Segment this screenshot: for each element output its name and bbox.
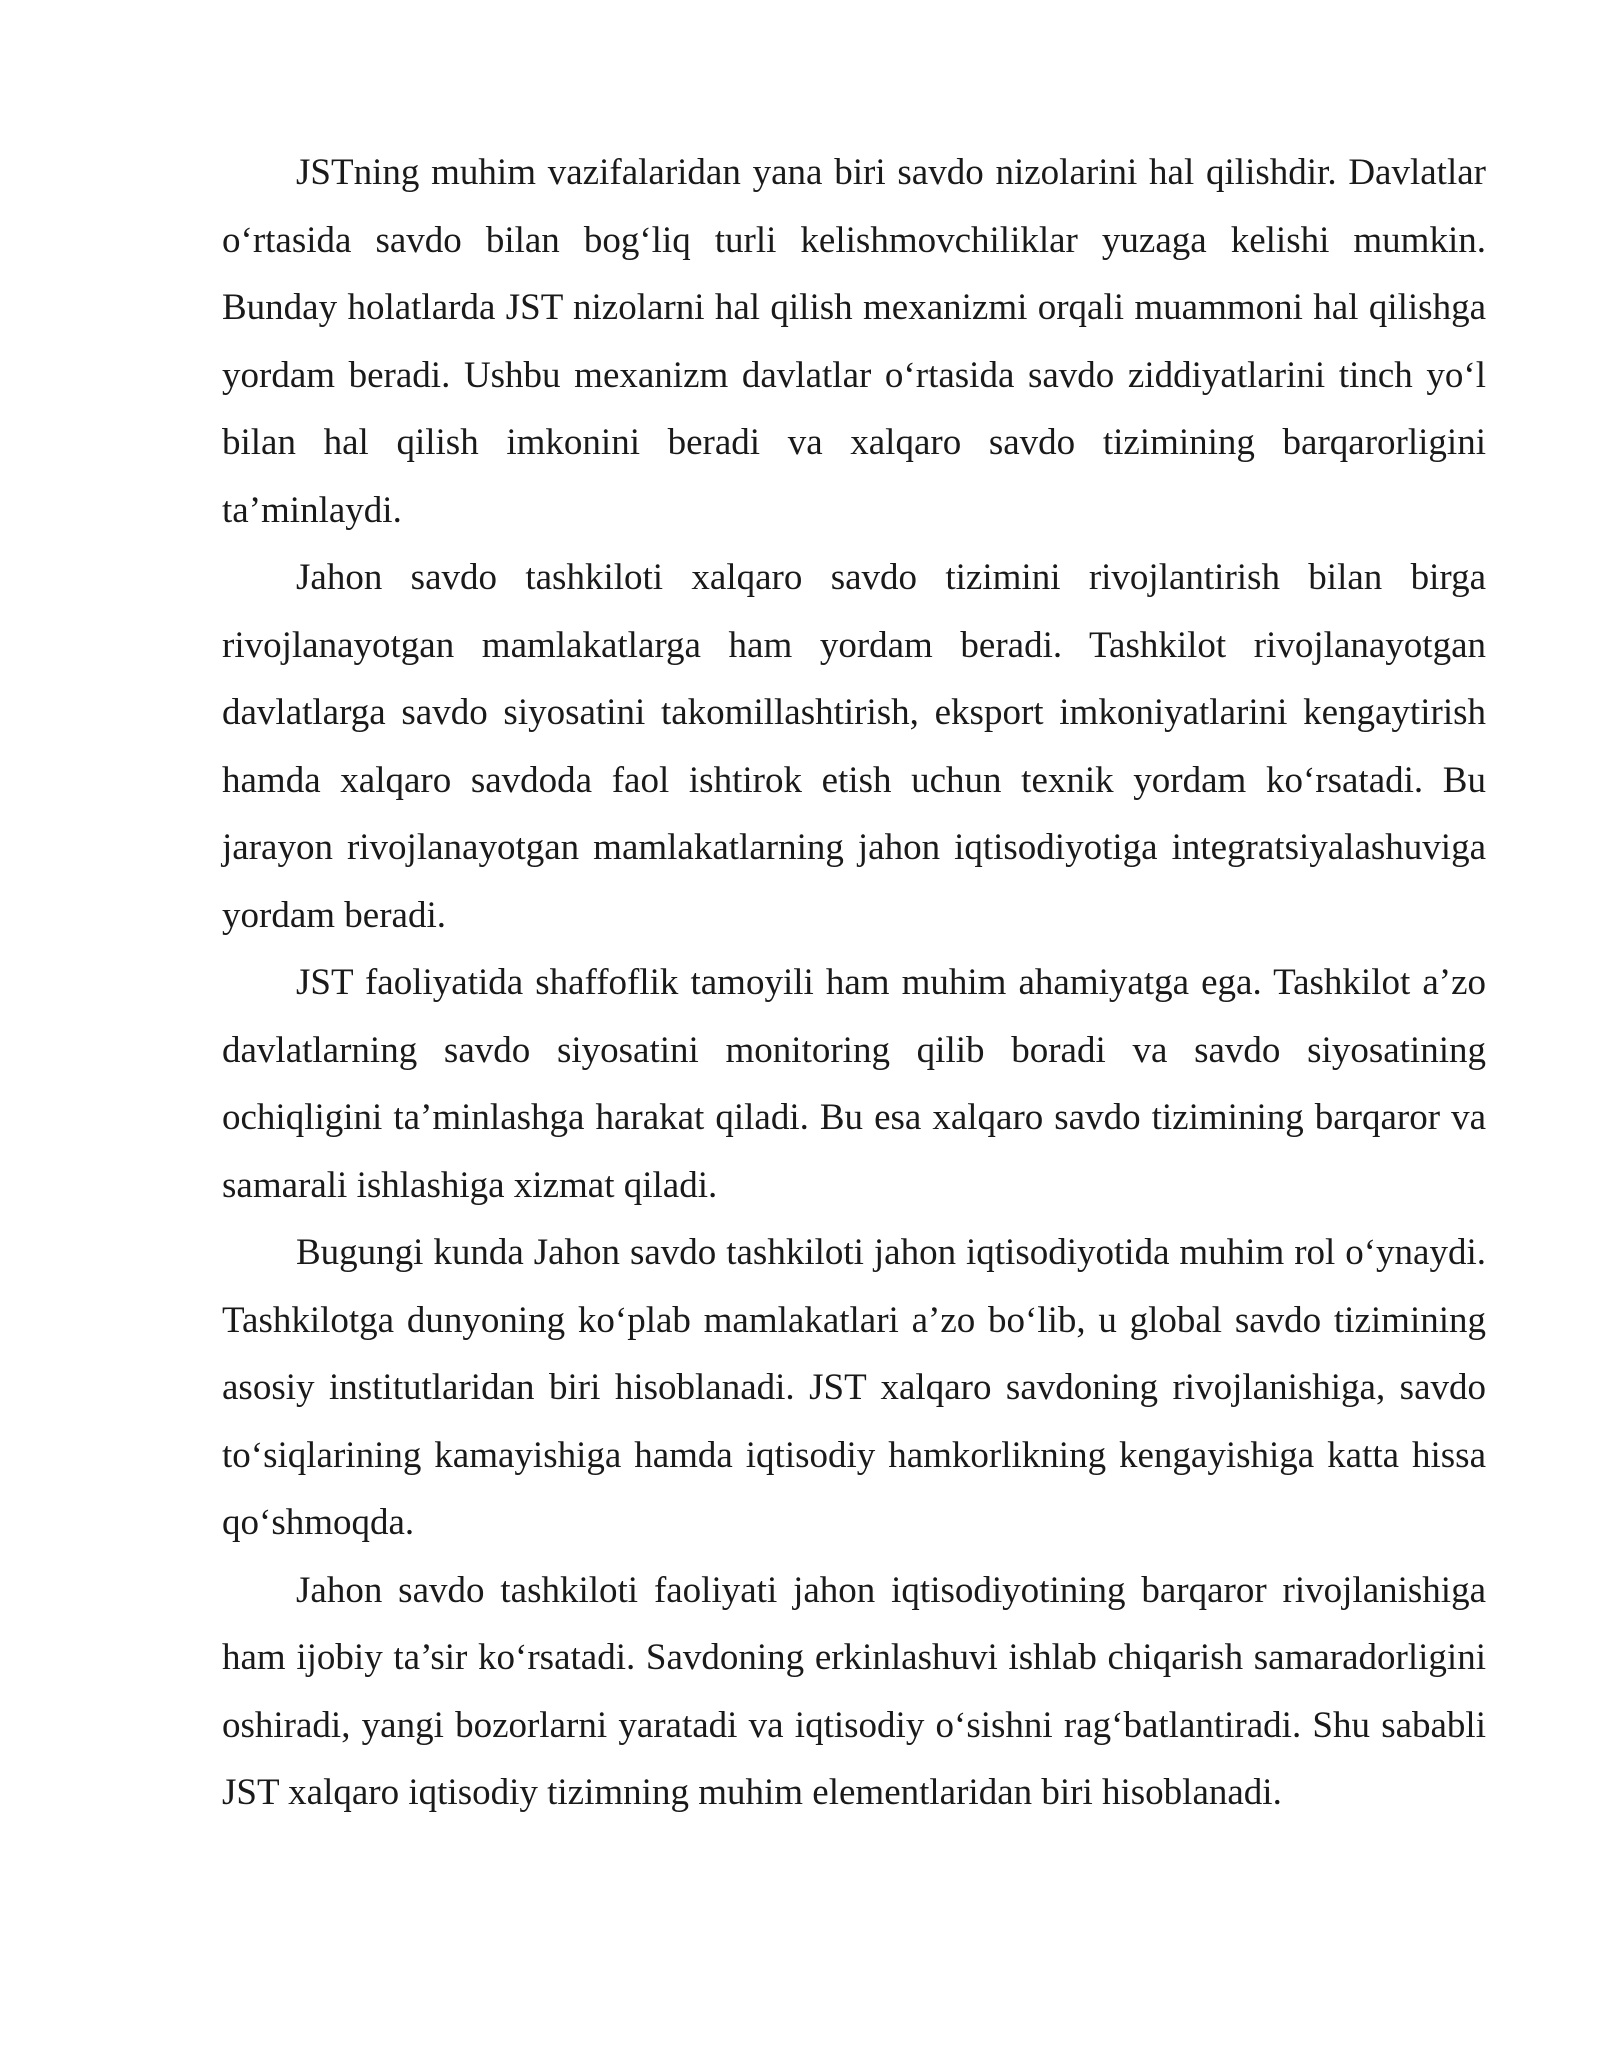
paragraph-developing-countries: Jahon savdo tashkiloti xalqaro savdo tizimini rivojlantirish bilan birga rivojlanayotgan mamlakatlarga ham yordam beradi. Tashkilot rivojlanayotgan davlatlarga savdo siyosatini takomillashtirish, eksport imkoniyatlarini kengaytirish hamda xalqaro savdoda faol ishtirok etish uchun texnik yordam ko‘rsatadi. Bu jarayon rivojlanayotgan mamlakatlarning jahon iqtisodiyotiga integratsiyalashuviga yordam beradi. xyxy=(222,557,1486,936)
paragraph-transparency: JST faoliyatida shaffoflik tamoyili ham muhim ahamiyatga ega. Tashkilot a’zo davlatlarning savdo siyosatini monitoring qilib boradi va savdo siyosatining ochiqligini ta’minlashga harakat qiladi. Bu esa xalqaro savdo tizimining barqaror va samarali ishlashiga xizmat qiladi. xyxy=(222,962,1486,1206)
paragraph-dispute-settlement: JSTning muhim vazifalaridan yana biri savdo nizolarini hal qilishdir. Davlatlar o‘rtasida savdo bilan bog‘liq turli kelishmovchiliklar yuzaga kelishi mumkin. Bunday holatlarda JST nizolarni hal qilish mexanizmi orqali muammoni hal qilishga yordam beradi. Ushbu mexanizm davlatlar o‘rtasida savdo ziddiyatlarini tinch yo‘l bilan hal qilish imkonini beradi va xalqaro savdo tizimining barqarorligini ta’minlaydi. xyxy=(222,152,1486,531)
paragraph-global-role: Bugungi kunda Jahon savdo tashkiloti jahon iqtisodiyotida muhim rol o‘ynaydi. Tashkilotga dunyoning ko‘plab mamlakatlari a’zo bo‘lib, u global savdo tizimining asosiy institutlaridan biri hisoblanadi. JST xalqaro savdoning rivojlanishiga, savdo to‘siqlarining kamayishiga hamda iqtisodiy hamkorlikning kengayishiga katta hissa qo‘shmoqda. xyxy=(222,1232,1486,1543)
document-body xyxy=(222,139,1486,1827)
paragraph-sustainable-development: Jahon savdo tashkiloti faoliyati jahon iqtisodiyotining barqaror rivojlanishiga ham ijobiy ta’sir ko‘rsatadi. Savdoning erkinlashuvi ishlab chiqarish samaradorligini oshiradi, yangi bozorlarni yaratadi va iqtisodiy o‘sishni rag‘batlantiradi. Shu sababli JST xalqaro iqtisodiy tizimning muhim elementlaridan biri hisoblanadi. xyxy=(222,1569,1486,1813)
